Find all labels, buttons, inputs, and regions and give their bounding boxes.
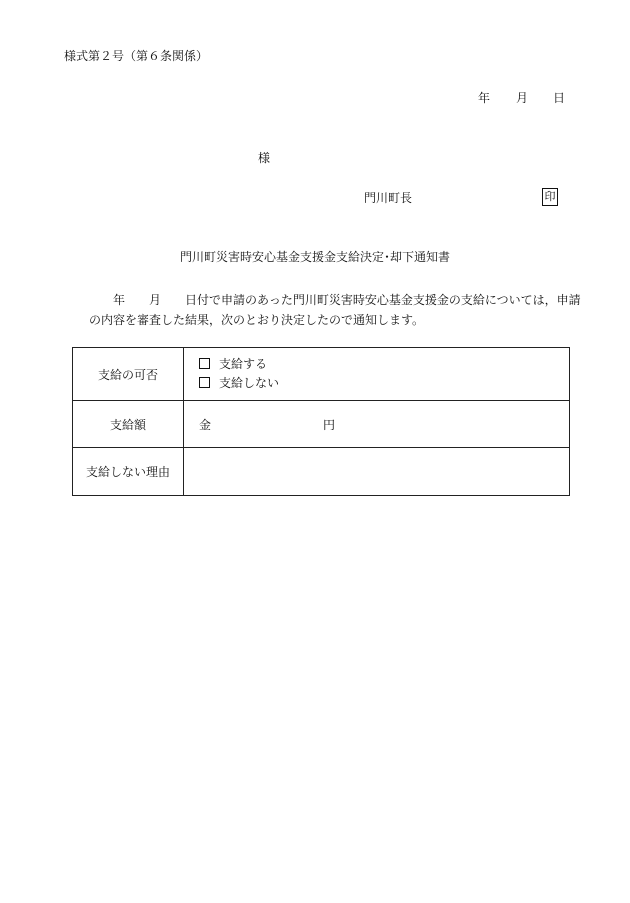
option-approve[interactable] [199, 355, 569, 374]
form-number: 様式第２号（第６条関係） [64, 49, 209, 63]
amount-prefix: 金 [199, 417, 212, 432]
addressee-suffix: 様 [258, 151, 271, 165]
amount-field[interactable] [184, 401, 570, 448]
option-approve-label: 支給する [219, 357, 268, 371]
decision-table [72, 347, 570, 496]
approval-options [184, 348, 570, 401]
date-year: 年 [478, 91, 491, 105]
row-label-approval: 支給の可否 [73, 348, 184, 401]
issuer-name: 門川町長 [364, 191, 413, 205]
document-title: 門川町災害時安心基金支援金支給決定･却下通知書 [179, 250, 450, 264]
reason-field[interactable] [184, 448, 570, 496]
table-row [73, 448, 570, 496]
body-line-1: 年 月 日付で申請のあった門川町災害時安心基金支援金の支給については，申請 [113, 293, 581, 307]
checkbox-approve[interactable] [199, 358, 210, 369]
date-day: 日 [553, 91, 566, 105]
option-decline-label: 支給しない [219, 376, 280, 390]
table-row [73, 401, 570, 448]
body-text [89, 290, 579, 330]
date-month: 月 [516, 91, 529, 105]
option-decline[interactable] [199, 374, 569, 393]
seal-mark: 印 [542, 188, 558, 206]
table-row [73, 348, 570, 401]
row-label-reason: 支給しない理由 [73, 448, 184, 496]
body-line-2: の内容を審査した結果，次のとおり決定したので通知します。 [89, 313, 425, 327]
amount-unit: 円 [323, 417, 336, 432]
row-label-amount: 支給額 [73, 401, 184, 448]
checkbox-decline[interactable] [199, 377, 210, 388]
